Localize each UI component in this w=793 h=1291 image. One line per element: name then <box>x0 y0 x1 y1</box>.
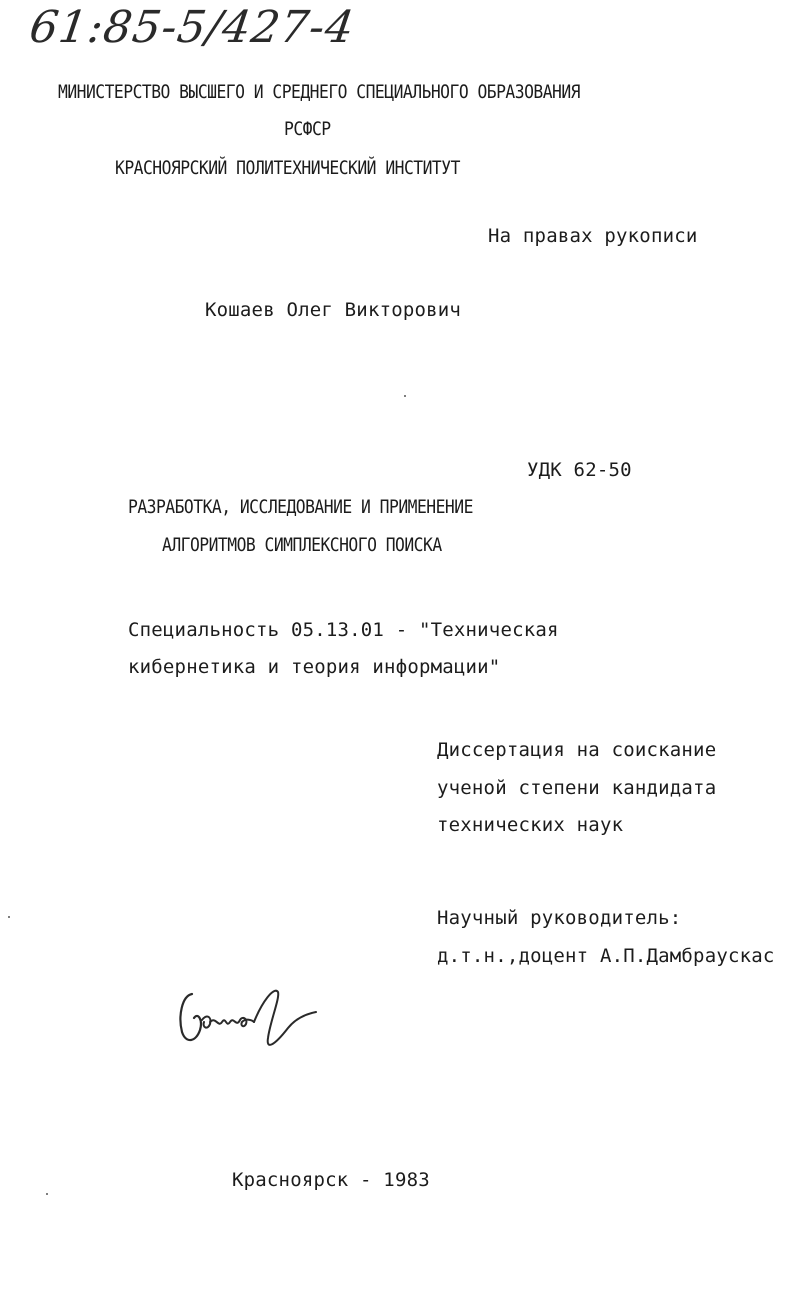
archive-code: 61:85-5/427-4 <box>26 2 358 53</box>
specialty-line-2: кибернетика и теория информации" <box>128 656 501 678</box>
dissertation-line-1: Диссертация на соискание <box>437 739 717 761</box>
thesis-title-line-1: РАЗРАБОТКА, ИССЛЕДОВАНИЕ И ПРИМЕНЕНИЕ <box>128 496 473 518</box>
dissertation-line-2: ученой степени кандидата <box>437 777 717 799</box>
author-name: Кошаев Олег Викторович <box>205 299 462 321</box>
dissertation-line-3: технических наук <box>437 814 624 836</box>
speck <box>46 1193 48 1195</box>
supervisor-name: д.т.н.,доцент А.П.Дамбраускас <box>437 945 775 967</box>
republic-name: РСФСР <box>284 118 331 140</box>
thesis-title-line-2: АЛГОРИТМОВ СИМПЛЕКСНОГО ПОИСКА <box>162 534 442 556</box>
institute-name: КРАСНОЯРСКИЙ ПОЛИТЕХНИЧЕСКИЙ ИНСТИТУТ <box>115 157 460 179</box>
supervisor-label: Научный руководитель: <box>437 907 682 929</box>
udc-code: УДК 62-50 <box>527 459 632 481</box>
specialty-line-1: Специальность 05.13.01 - "Техническая <box>128 619 559 641</box>
speck <box>8 916 10 918</box>
author-signature <box>170 972 330 1062</box>
ministry-name: МИНИСТЕРСТВО ВЫСШЕГО И СРЕДНЕГО СПЕЦИАЛЬНОГО ОБРАЗОВАНИЯ <box>58 81 581 103</box>
city-year: Красноярск - 1983 <box>232 1169 430 1191</box>
speck <box>404 395 406 397</box>
manuscript-rights: На правах рукописи <box>488 225 698 247</box>
